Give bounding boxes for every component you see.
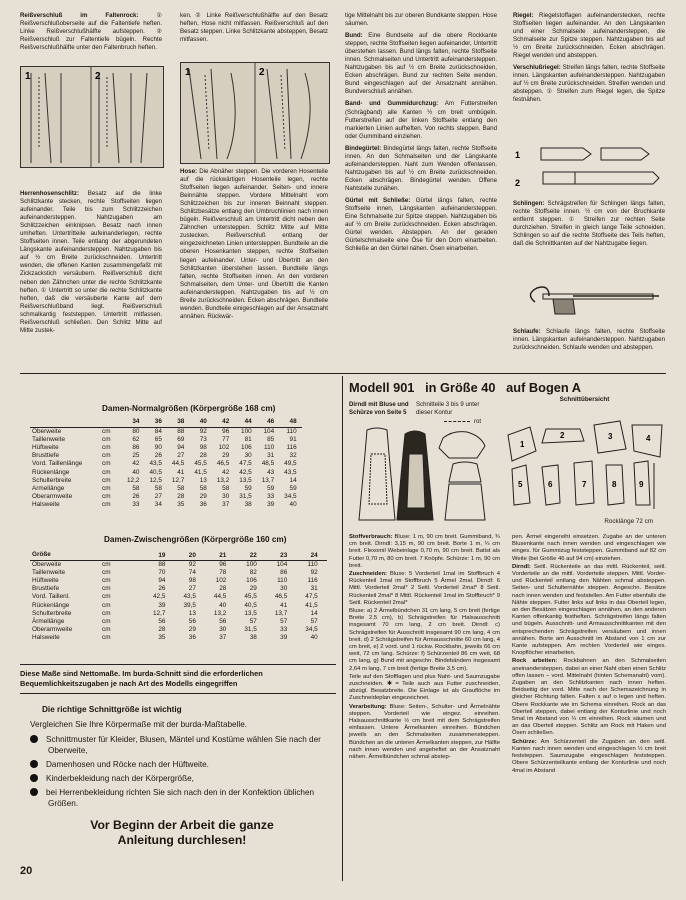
model-title: Modell 901 in Größe 40 auf Bogen A bbox=[349, 380, 582, 395]
text-processing: Bluse: Seiten-, Schulter- und Ärmelnähte steppen. Vorderteil wie eingez. einreihen. Halsausschnittkante ½ cm breit mit dem Schrägstreifen einfassen. Untere Ärmelkanten einreihen. Bündchen jeweils an den Schmalseiten zusammensteppen. Bündchen an die unteren Ärmelkanten steppen, zur Hälfte nach innen wenden und angeheftet an der Ansatznaht nähen. Ärmelbündchen schmal abstep- bbox=[349, 703, 500, 761]
bullet-icon bbox=[30, 735, 38, 743]
heading-trouser-fly: Herrenhosenschlitz: bbox=[20, 190, 80, 197]
fashion-illustration bbox=[349, 424, 499, 528]
piece-number: 7 bbox=[582, 480, 587, 489]
table-row: Rückenlänge cm 40 40,5 41 41,5 42 42,5 43 43,5 bbox=[32, 468, 297, 476]
table-row: Halsweite cm 33 34 35 36 37 38 39 40 bbox=[32, 500, 297, 508]
bullet-icon bbox=[30, 774, 38, 782]
table-row: Vord. Taillenlänge cm 42 43,5 44,5 45,5 46,5 47,5 48,5 49,5 bbox=[32, 460, 297, 468]
table-row: Schulterbreite cm 12,2 12,5 12,7 13 13,2 13,5 13,7 14 bbox=[32, 476, 297, 484]
heading-apron: Schürze: bbox=[512, 738, 537, 745]
pattern-overview-label: Schnittübersicht bbox=[559, 396, 610, 403]
text-column-2 bbox=[180, 12, 328, 45]
figure-label-2: 2 bbox=[259, 67, 265, 78]
column-header: 22 bbox=[235, 551, 265, 561]
heading-fabric-requirements: Stoffverbrauch: bbox=[349, 534, 393, 540]
paragraph-processing bbox=[349, 704, 500, 762]
table-row: Oberweite cm 80 84 88 92 96 100 104 110 bbox=[32, 428, 297, 436]
column-header: 42 bbox=[212, 418, 234, 428]
pattern-pieces-drawing bbox=[502, 405, 667, 513]
paragraph-fabric-requirements bbox=[349, 534, 500, 570]
piece-number: 3 bbox=[608, 432, 613, 441]
read-instructions-line-2: Anleitung durchlesen! bbox=[117, 833, 247, 847]
list-item: Kinderbekleidung nach der Körpergröße, bbox=[30, 773, 334, 784]
piece-number: 1 bbox=[520, 440, 525, 449]
heading-trousers: Hose: bbox=[180, 168, 198, 175]
table-row: Hüftweite cm 94 98 102 106 110 116 bbox=[32, 577, 318, 585]
text-waistband: Eine Bundseite auf die obere Rockkante steppen, rechte Stoffseiten liegen aufeinander, Untertritt überstehen lassen. Bund längs falten, rechte Stoffseite innen. Schmalseiten und Untertritt aufeinandersteppen. Nahtzugaben bis auf ½ cm Breite zurückschneiden, Ecken abschrägen. Bund zur rechten Seite wenden. Bund eingeschlagen auf der Ansatznaht annähen. Bundverschluß annähen. bbox=[345, 32, 497, 96]
paragraph-cutting bbox=[349, 571, 500, 607]
text-fly-continued: ken. ② Linke Reißverschlußhälfte auf den Besatz heften, Hose nicht mitfassen. Reißverschluß auf den Besatz steppen. Linke Schlitzkante absteppen, Besatz mitfassen. bbox=[180, 12, 328, 44]
table-row: Oberweite cm 88 92 96 100 104 110 bbox=[32, 561, 318, 569]
text-tab: Riegelstoffagen aufeinanderstecken, rechte Stoffseiten liegen aufeinander. An den Längskanten und einer Schmalseite aufeinandersteppen, die Schmalseite zur Spitze steppen. Nahtzugaben bis auf ½ cm Breite zurückschneiden. Ecken abschrägen. Riegel wenden und absteppen. bbox=[513, 12, 665, 60]
column-header: 19 bbox=[144, 551, 174, 561]
read-instructions-notice bbox=[30, 818, 334, 848]
piece-number: 5 bbox=[518, 480, 523, 489]
text-trousers: Die Abnäher steppen. Die vorderen Hosenteile auf die rückwärtigen Hosenteile legen, rechte Stoffseiten liegen aufeinander. Seiten- und innere Beinnähte steppen. Vordere Mittelnaht vom Schlitzzeichen bis zur inneren Beinnaht steppen. Schlitzbesätze entlang den Umbruchlinien nach innen bügeln. Reißverschluß am Untertritt dicht neben den Zähnchen untersteppen. Schlitz Mitte auf Mitte zustecken. Reißverschluß entlang der eingezeichneten Linien untersteppen. Bundteile an die oberen Hosenkanten steppen, rechte Stoffseiten liegen aufeinander. Unter- und Übertritt an den Schlitzkanten überstehen lassen. Bundteile längs falten, rechte Stoffseiten innen. An den vorderen Schmalseiten, dem Unter- und Übertritt die Kanten aufeinandersteppen. Nahtzugaben bis auf ½ cm Breite zurückschneiden. Ecken abschrägen. Bundteile wenden. Bundteile einigeschlagen auf der Ansatznaht annähen. Rückwär- bbox=[180, 168, 328, 320]
heading-skirt: Rock arbeiten: bbox=[512, 658, 558, 665]
closure-tab-drawing bbox=[513, 144, 665, 194]
text-zipper-pleat: ① Reißverschlußoberseite auf die Faltentiefe heften. Linke Reißverschlußhälfte aufsteppen. ② Reißverschluß zur Faltentiefe bügeln. Rechte Reißverschlußhälfte unter den Faltenbruch heften. bbox=[20, 12, 162, 52]
heading-dirndl: Dirndl: bbox=[512, 563, 531, 570]
heading-waistband: Bund: bbox=[345, 32, 363, 40]
column-header: 46 bbox=[257, 418, 279, 428]
text-column-4 bbox=[513, 12, 665, 106]
paragraph-zipper-pleat bbox=[20, 12, 162, 52]
piece-number: 9 bbox=[639, 480, 644, 489]
text-drawstring: Am Futterstreifen (Schrägband) alle Kanten ½ cm breit umbügeln. Futterstreifen auf der linken Stoffseite entlang den markierten Linien aufheften. Von rechts steppen. Band oder Gummiband einziehen. bbox=[345, 100, 498, 140]
figure-label-1: 1 bbox=[515, 150, 521, 160]
paragraph-blouse-strips bbox=[349, 608, 500, 673]
read-instructions-line-1: Vor Beginn der Arbeit die ganze bbox=[90, 818, 274, 832]
illustration-closure-tab bbox=[513, 144, 665, 194]
instructions-column-right bbox=[512, 534, 666, 776]
heading-tie-belt: Bindegürtel: bbox=[345, 144, 382, 152]
red-contour-line bbox=[444, 421, 470, 422]
text-belt-loop: Schlaufe längs falten, rechte Stoffseite innen. Längskanten aufeinandersteppen. Nahtzugaben zurückschneiden. Schlaufe wenden und absteppen. bbox=[513, 328, 665, 352]
model-caption-mid: Schnitteile 3 bis 9 unter dieser Kontur bbox=[416, 401, 480, 416]
figure-label-1: 1 bbox=[185, 67, 191, 78]
instructions-column-left bbox=[349, 534, 500, 762]
paragraph-loops bbox=[513, 200, 665, 248]
paragraph-belt-loop bbox=[513, 328, 665, 352]
paragraph-dirndl bbox=[512, 564, 666, 658]
paragraph-tie-belt bbox=[345, 145, 497, 193]
table-row: Vord. Taillenl. cm 42,5 43,5 44,5 45,5 46,5 47,5 bbox=[32, 593, 318, 601]
column-header: 36 bbox=[144, 418, 166, 428]
column-header: 34 bbox=[122, 418, 144, 428]
trouser-fly-drawing bbox=[181, 63, 329, 163]
size-tips-box bbox=[30, 705, 334, 812]
text-cutting: Bluse: 5 Vorderteil 1mal im Stoffbruch 4 Rückenteil 1mal im Stoffbruch 5 Ärmel 2mal. Dirndl: 6 Mittl. Vorderteil 2mal* 2 Seitl. Vorderteil 2mal* 8 Seitl. Rückenteil 2mal* 8 Mittl. Rückenteil 1mal im Stoffbruch* 9 Seitl. Rückenteil 2mal* bbox=[349, 571, 500, 606]
text-closure-tab: Streifen längs falten, rechte Stoffseite innen. Längskanten aufeinandersteppen. Nahtzugaben auf ½ cm Breite zurückschneiden. Streifen wenden und absteppen. ① Streifen zum Riegel legen, die Spitze festnähen. bbox=[513, 64, 665, 104]
text-column-1 bbox=[20, 12, 162, 53]
figure-label-1: 1 bbox=[25, 71, 31, 82]
heading-processing: Verarbeitung: bbox=[349, 703, 387, 710]
table-row: Rückenlänge cm 39 39,5 40 40,5 41 41,5 bbox=[32, 601, 318, 609]
column-header: 20 bbox=[174, 551, 204, 561]
heading-buckle-belt: Gürtel mit Schließe: bbox=[345, 196, 411, 204]
paragraph-trouser-fly bbox=[20, 190, 162, 335]
notice-top-rule bbox=[20, 664, 336, 665]
text-column-4b bbox=[513, 200, 665, 249]
paragraph-closure-tab bbox=[513, 64, 665, 104]
bullet-icon bbox=[30, 788, 38, 796]
text-column-4c bbox=[513, 328, 665, 353]
illustration-loops bbox=[513, 272, 665, 324]
text-trouser-fly: Besatz auf die linke Schlitzkante stecken, rechte Stoffseiten liegen aufeinander. Teile bis zum Schlitzzeichen aufeinandersteppen. Nahtzugaben am Schlitzzeichen einknipsen. Besatz nach innen umheften. Untertritteile aufeinanderlegen, rechte Stoffseiten innen. Teile entlang der abgerundeten Längskante aufeinandersteppen. Nahtzugaben bis auf ½ cm Breite zurückschneiden. Untertritt wenden, die offenen Kanten zusammengefaßt mit Zickzackstich versäubern. Reißverschluß dicht neben den Zähnchen unter die rechte Schlitzkante heften. ① Untertritt so unter die rechte Schlitzkante heften, daß die versäuberte Kante auf dem Reißverschlußband liegt. Reißverschluß schmalkantig feststeppen. Untertritt mitfassen. Reißverschluß schließen. Den Schlitz Mitte auf Mitte zustek- bbox=[20, 190, 162, 334]
piece-number: 2 bbox=[560, 431, 565, 440]
text-fabric-requirements: Bluse: 1 m, 90 cm breit. Gummiband, ¾ cm breit. Dirndl: 3,15 m, 90 cm breit. Borte 1 m, ¼ cm breit. Flexomil Webeinlage 0,70 m, 90 cm breit. Batist als Futter 0,70 m, 80 cm breit. 7 Knöpfe. Schürze: 1 m, 90 cm breit. bbox=[349, 534, 501, 569]
table-intermediate-sizes-title: Damen-Zwischengrößen (Körpergröße 160 cm) bbox=[104, 535, 287, 544]
piece-number: 4 bbox=[646, 434, 651, 443]
paragraph-blouse-finish bbox=[512, 534, 666, 563]
table-row: Taillenweite cm 62 65 69 73 77 81 85 91 bbox=[32, 436, 297, 444]
pattern-overview bbox=[502, 396, 667, 531]
text-column-1b bbox=[20, 190, 162, 336]
heading-belt-loop: Schlaufe: bbox=[513, 328, 541, 335]
column-header: 24 bbox=[296, 551, 326, 561]
heading-drawstring: Band- und Gummidurchzug: bbox=[345, 100, 439, 108]
piece-number: 8 bbox=[612, 480, 617, 489]
heading-loops: Schlingen: bbox=[513, 200, 545, 207]
table-row: Ärmellänge cm 56 56 56 57 57 57 bbox=[32, 617, 318, 625]
table-normal-sizes-title: Damen-Normalgrößen (Körpergröße 168 cm) bbox=[102, 404, 276, 413]
piece-number: 6 bbox=[548, 480, 553, 489]
column-header: Größe bbox=[30, 551, 100, 561]
figure-label-2: 2 bbox=[95, 71, 101, 82]
text-blouse-finish: pen. Ärmel eingereiht einsetzen. Zugabe an der unteren Blusenkante nach innen wenden und eingeschlagen wie einges. für Gummizug feststeppen. Gummiband auf 82 cm Weite (bei Größe 46 auf 94 cm) einziehen. bbox=[512, 534, 666, 562]
illustration-zipper-pleat bbox=[20, 66, 164, 168]
illustration-trouser-fly bbox=[180, 62, 330, 164]
column-header: 44 bbox=[234, 418, 256, 428]
text-column-2b bbox=[180, 168, 328, 322]
heading-tab: Riegel: bbox=[513, 12, 534, 19]
column-header: 38 bbox=[167, 418, 189, 428]
notice-bottom-rule bbox=[20, 693, 336, 694]
table-normal-sizes bbox=[30, 418, 302, 509]
net-measurements-notice: Diese Maße sind Nettomaße. Im burda-Schnitt sind die erforderlichen Bequemlichkeitszugaben je nach Art des Modells eingegriffen bbox=[20, 669, 263, 688]
paragraph-skirt bbox=[512, 658, 666, 737]
text-skirt: Rockbahnen an den Schmalseiten aneinandersteppen, dabei an einer Naht oben einen Schlitz offen lassen – vord. Mittelnaht (hinten Schemanaht) vorn). Zugaben an den Schlitzkanten nach innen heften. Beidseitig der vord. Mitte nach der Schemazeichnung in gleicher Richtung falten. Falten x auf o legen und heften. Obere Rockkante wie im Schema einreihen. Rock an das Oberteil steppen, dabei entlang der Konturlinie und noch 5mal im Abstand von ¼ cm einreihen. Rock säumen und an das Oberteil steppen. Schlitz am Rock mit Haken und Ösen schließen. bbox=[512, 658, 667, 737]
paragraph-drawstring bbox=[345, 100, 497, 140]
skirt-length-label: Rocklänge 72 cm bbox=[604, 518, 653, 525]
paragraph-trousers-end bbox=[345, 12, 497, 28]
text-column-3 bbox=[345, 12, 497, 254]
heading-closure-tab: Verschlußriegel: bbox=[513, 64, 561, 72]
zipper-pleat-drawing bbox=[21, 67, 163, 167]
paragraph-buckle-belt bbox=[345, 197, 497, 253]
bullet-icon bbox=[30, 760, 38, 768]
paragraph-fly-continued bbox=[180, 12, 328, 44]
heading-cutting: Zuschneiden: bbox=[349, 571, 387, 578]
page-number: 20 bbox=[20, 865, 33, 877]
column-header: 48 bbox=[279, 418, 301, 428]
table-row: Oberarmweite cm 26 27 28 29 30 31,5 33 34,5 bbox=[32, 492, 297, 500]
column-header: 40 bbox=[189, 418, 211, 428]
table-row: Oberarmweite cm 28 29 30 31,5 33 34,5 bbox=[32, 625, 318, 633]
model-caption-left: Dirndl mit Bluse und Schürze von Seite 5 bbox=[349, 401, 409, 416]
column-header: 23 bbox=[266, 551, 296, 561]
size-tips-title: Die richtige Schnittgröße ist wichtig bbox=[42, 705, 182, 714]
table-row: Halsweite cm 35 36 37 38 39 40 bbox=[32, 633, 318, 641]
list-item: Damenhosen und Röcke nach der Hüftweite. bbox=[30, 759, 334, 770]
text-seam-allowance: Teile auf den Stofflagen und plus Naht- und Saumzugabe zuschneiden. ✱ = Teile auch aus Futter zuschneiden, abzügl. Besatzbreite. Die Einlage ist als Grauflöche im Zuschneideplan eingezeichnet. bbox=[349, 673, 500, 702]
size-tips-intro: Vergleichen Sie Ihre Körpermaße mit der burda-Maßtabelle. bbox=[30, 720, 248, 729]
text-dirndl: Seitl. Rückenteile an das mittl. Rückenteil, seitl. Vorderteile an die mittl. Vorderteile steppen. Mittl. Vorder- und Rückenteil entlang den Nähten schmal absteppen. Seiten- und Schulternähte steppen. Angeschn. Besätze nach innen wenden und feststellen. Am Futter ebenfalls die Nähte steppen. Futter links auf links in das Oberteil legen, an den Besätzen eingeschlagen annähen, an den anderen Kanten offenkantig festheften. Schrägstreifen längs falten und bügeln. Ausschnitt- und Armausschnittkanten mit den entsprechenden Schrägstreifen versäubern und innen annähen. Borte am Ausschnitt im Abstand von 1 cm zur Kante aufsteppen. Am rechten Vorderteil wie einges. Knopflöcher einarbeiten. bbox=[512, 563, 667, 657]
table-row: Armellänge cm 58 58 58 58 58 59 59 59 bbox=[32, 484, 297, 492]
dirndl-sketch bbox=[349, 424, 499, 528]
text-trousers-end: tige Mittelnaht bis zur oberen Bundkante steppen. Hose säumen. bbox=[345, 12, 497, 28]
table-row: Schulterbreite cm 12,7 13 13,2 13,5 13,7 14 bbox=[32, 609, 318, 617]
text-tie-belt: Bindegürtel längs falten, rechte Stoffseite innen. An den Schmalseiten und der Längskante aufeinandersteppen. Naht zum Wenden offenlassen. Nahtzugaben bis auf ½ cm Breite zurückschneiden. Ecken abschrägen. Bindegürtel wenden. Offene Nahtstelle zunähen. bbox=[345, 144, 497, 192]
heading-zipper-pleat: Reißverschluß im Faltenrock: bbox=[20, 12, 139, 19]
paragraph-trousers bbox=[180, 168, 328, 321]
text-loops: Schrägstreifen für Schlingen längs falten, rechte Stoffseite innen. ½ cm von der Bruchkante entfernt steppen. ① Streifen zur rechten Seite durchziehen. Streifen in gleich lange Teile schneiden. Schlingen so auf die rechte Stoffseite des Teils heften, daß die Schnittkanten auf der Nahtzugabe liegen. bbox=[513, 200, 665, 248]
table-row: Brusttiefe cm 25 26 27 28 29 30 31 32 bbox=[32, 452, 297, 460]
paragraph-tab bbox=[513, 12, 665, 60]
loop-turner-drawing bbox=[513, 272, 665, 324]
text-blouse-strips: Bluse: a) 2 Ärmelbündchen 31 cm lang, 5 cm breit (fertige Breite 2,5 cm), b) Schrägstreifen für Halsausschnitt insgesamt 70 cm lang, 2 cm breit. Dirndl: c) Schrägstreifen für Ausschnitt insgesamt 90 cm lang, 4 cm breit, d) 2 Schrägstreifen für Armausschnitte 60 cm lang, 4 cm breit, e) 2 vord. und 1 rückw. Rockbahn, jeweils 66 cm weit, 72 cm lang. Schürze: f) Schürzenteil 86 cm weit, 68 cm lang, g) Bund mit angeschn. Bindebändern insgesamt 2,64 m lang, 7 cm breit (fertige Breite 3,5 cm). bbox=[349, 608, 500, 672]
horizontal-divider bbox=[20, 373, 666, 374]
paragraph-seam-allowance bbox=[349, 674, 500, 703]
table-intermediate-sizes bbox=[30, 551, 327, 642]
paragraph-waistband bbox=[345, 32, 497, 96]
text-apron: Am Schürzenteil die Zugaben an den seitl. Kanten nach innen wenden und eingeschlagen ½ cm breit feststeppen. Saumzugabe eingeschlagen feststeppen. Obere Schürzenteilkante entlang der Konturlinie und noch 4mal im Abstand bbox=[512, 738, 666, 774]
figure-label-2: 2 bbox=[515, 178, 521, 188]
paragraph-apron bbox=[512, 739, 666, 775]
vertical-divider bbox=[342, 376, 343, 881]
column-header: 21 bbox=[205, 551, 235, 561]
rot-label: rot bbox=[474, 418, 482, 425]
table-row: Brusttiefe cm 26 27 28 29 30 31 bbox=[32, 585, 318, 593]
list-item: bei Herrenbekleidung richten Sie sich nach den in der Konfektion üblichen Größen. bbox=[30, 787, 334, 809]
list-item: Schnittmuster für Kleider, Blusen, Mäntel und Kostüme wählen Sie nach der Oberweite, bbox=[30, 734, 334, 756]
text-buckle-belt: Gürtel längs falten, rechte Stoffseite innen, Längskanten aufeinandersteppen. Eine Schmalseite zur Spitze steppen. Nahtzugaben bis auf ½ cm Breite zurückschneiden. Ecken abschrägen. Gürtel wenden. Absteppen. An der geraden Gürtelschmalseite eine Öse für den Dorn einarbeiten. Schließe an den Gürtel nähen. Ösen einarbeiten. bbox=[345, 196, 497, 253]
table-row: Hüftweite cm 86 90 94 98 102 106 110 116 bbox=[32, 444, 297, 452]
table-row: Taillenweite cm 70 74 78 82 86 92 bbox=[32, 569, 318, 577]
